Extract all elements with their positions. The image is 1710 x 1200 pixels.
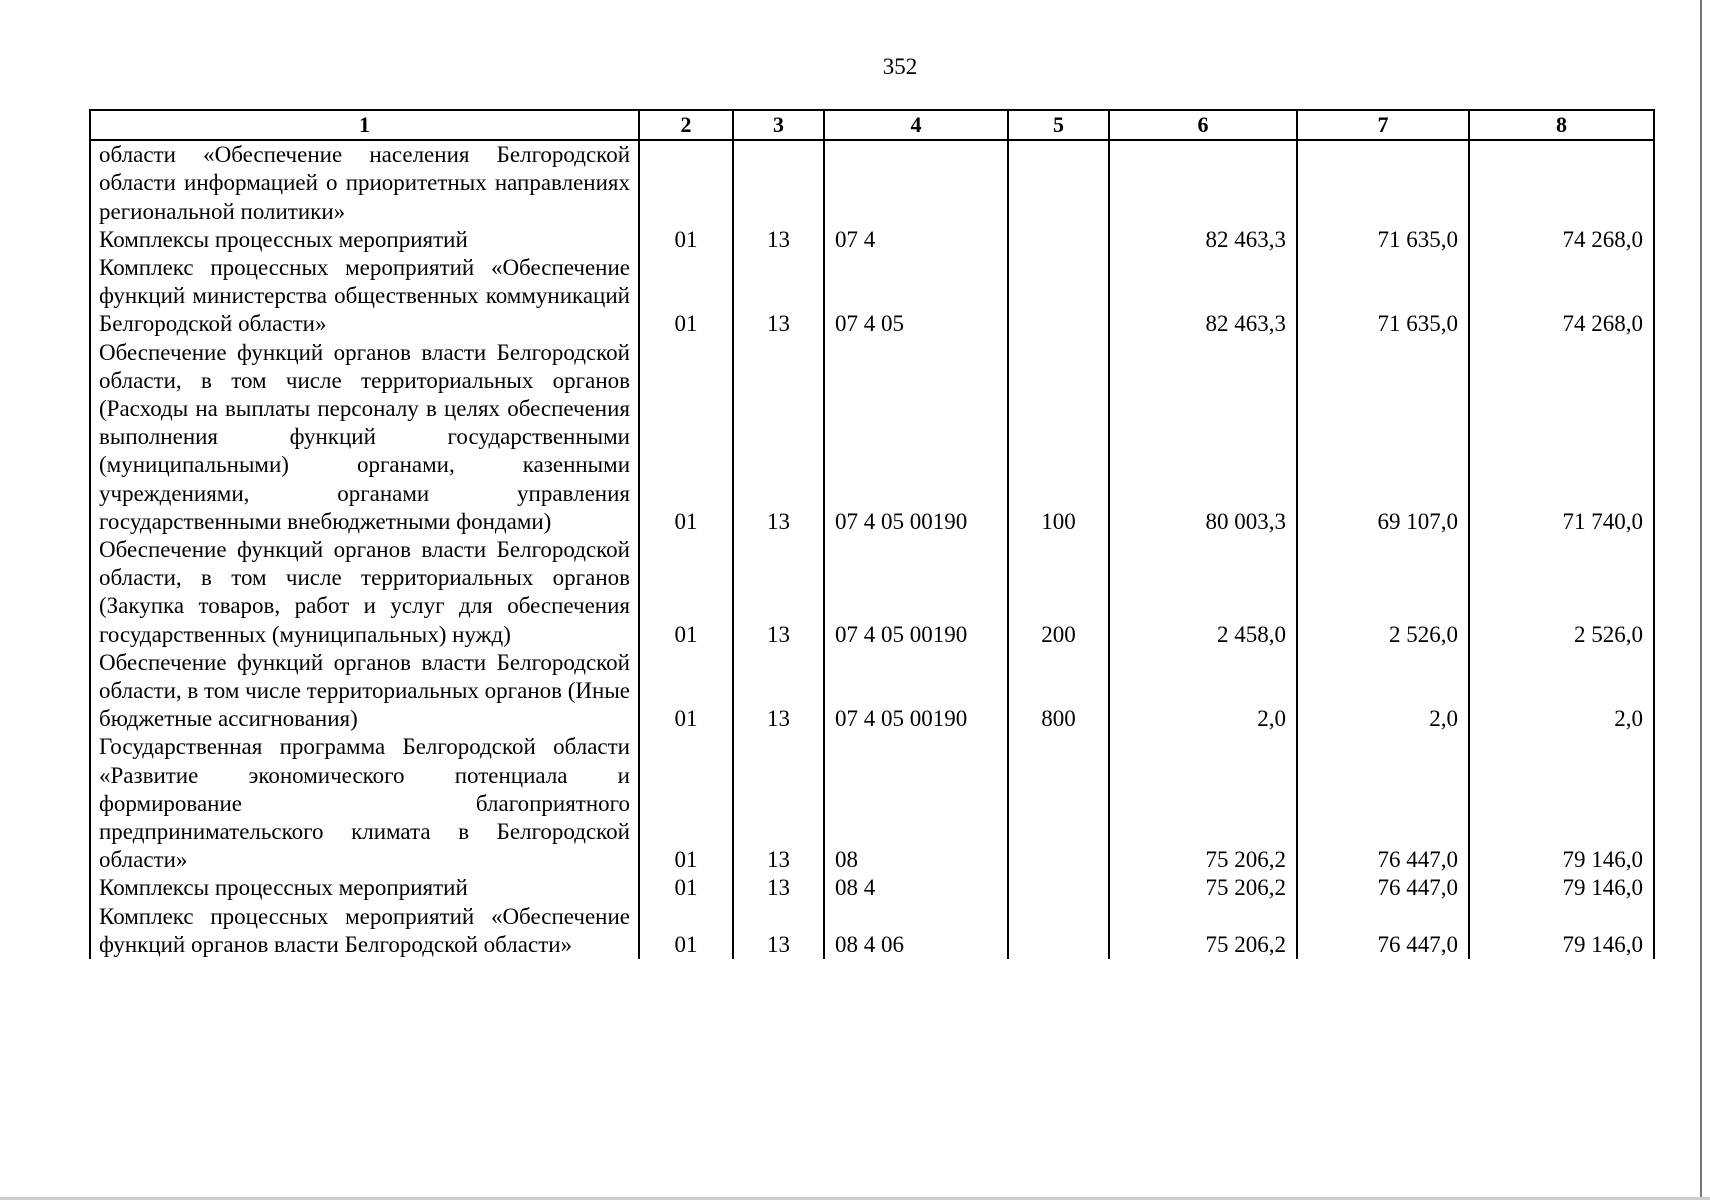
amount-col-6: 2,0 bbox=[1109, 649, 1297, 734]
subsection-code: 13 bbox=[733, 903, 824, 959]
row-description: Комплекс процессных мероприятий «Обеспечение функций министерства общественных коммуникаций Белгородской области» bbox=[90, 254, 639, 339]
target-article-code: 07 4 05 00190 bbox=[824, 339, 1008, 536]
column-header: 2 bbox=[639, 110, 733, 140]
amount-col-8 bbox=[1469, 140, 1654, 226]
table-body bbox=[90, 140, 1654, 959]
target-article-code: 07 4 bbox=[824, 226, 1008, 254]
amount-col-7: 71 635,0 bbox=[1297, 226, 1469, 254]
subsection-code: 13 bbox=[733, 874, 824, 902]
budget-table bbox=[89, 109, 1655, 959]
subsection-code: 13 bbox=[733, 536, 824, 649]
expense-type-code bbox=[1008, 226, 1109, 254]
amount-col-7: 2 526,0 bbox=[1297, 536, 1469, 649]
target-article-code: 08 4 bbox=[824, 874, 1008, 902]
amount-col-8: 74 268,0 bbox=[1469, 254, 1654, 339]
target-article-code: 07 4 05 00190 bbox=[824, 649, 1008, 734]
amount-col-8: 79 146,0 bbox=[1469, 903, 1654, 959]
amount-col-7: 76 447,0 bbox=[1297, 903, 1469, 959]
section-code: 01 bbox=[639, 226, 733, 254]
expense-type-code: 100 bbox=[1008, 339, 1109, 536]
subsection-code: 13 bbox=[733, 254, 824, 339]
section-code: 01 bbox=[639, 339, 733, 536]
target-article-code: 07 4 05 00190 bbox=[824, 536, 1008, 649]
scan-edge bbox=[1700, 0, 1710, 1200]
subsection-code: 13 bbox=[733, 339, 824, 536]
table-row bbox=[90, 733, 1654, 874]
amount-col-7: 69 107,0 bbox=[1297, 339, 1469, 536]
amount-col-6: 82 463,3 bbox=[1109, 254, 1297, 339]
table-row bbox=[90, 874, 1654, 902]
amount-col-8: 79 146,0 bbox=[1469, 733, 1654, 874]
column-header: 7 bbox=[1297, 110, 1469, 140]
amount-col-7: 76 447,0 bbox=[1297, 874, 1469, 902]
amount-col-6: 80 003,3 bbox=[1109, 339, 1297, 536]
expense-type-code bbox=[1008, 874, 1109, 902]
expense-type-code bbox=[1008, 140, 1109, 226]
section-code: 01 bbox=[639, 649, 733, 734]
subsection-code: 13 bbox=[733, 733, 824, 874]
amount-col-7: 76 447,0 bbox=[1297, 733, 1469, 874]
expense-type-code bbox=[1008, 254, 1109, 339]
subsection-code: 13 bbox=[733, 649, 824, 734]
row-description: Обеспечение функций органов власти Белгородской области, в том числе территориальных органов (Закупка товаров, работ и услуг для обеспечения государственных (муниципальных) нужд) bbox=[90, 536, 639, 649]
amount-col-8: 74 268,0 bbox=[1469, 226, 1654, 254]
row-description: Комплексы процессных мероприятий bbox=[90, 874, 639, 902]
amount-col-8: 71 740,0 bbox=[1469, 339, 1654, 536]
amount-col-7: 71 635,0 bbox=[1297, 254, 1469, 339]
section-code bbox=[639, 140, 733, 226]
target-article-code: 08 4 06 bbox=[824, 903, 1008, 959]
amount-col-6: 75 206,2 bbox=[1109, 903, 1297, 959]
amount-col-7: 2,0 bbox=[1297, 649, 1469, 734]
table-row bbox=[90, 903, 1654, 959]
expense-type-code bbox=[1008, 733, 1109, 874]
header-row bbox=[90, 110, 1654, 140]
amount-col-8: 2,0 bbox=[1469, 649, 1654, 734]
table-row bbox=[90, 226, 1654, 254]
expense-type-code: 200 bbox=[1008, 536, 1109, 649]
subsection-code bbox=[733, 140, 824, 226]
column-header: 8 bbox=[1469, 110, 1654, 140]
row-description: Государственная программа Белгородской области «Развитие экономического потенциала и формирование благоприятного предпринимательского климата в Белгородской области» bbox=[90, 733, 639, 874]
row-description: области «Обеспечение населения Белгородской области информацией о приоритетных направлениях региональной политики» bbox=[90, 140, 639, 226]
section-code: 01 bbox=[639, 254, 733, 339]
column-header: 4 bbox=[824, 110, 1008, 140]
amount-col-6: 75 206,2 bbox=[1109, 874, 1297, 902]
expense-type-code bbox=[1008, 903, 1109, 959]
table-row bbox=[90, 140, 1654, 226]
target-article-code: 08 bbox=[824, 733, 1008, 874]
subsection-code: 13 bbox=[733, 226, 824, 254]
table-row bbox=[90, 536, 1654, 649]
section-code: 01 bbox=[639, 903, 733, 959]
row-description: Комплексы процессных мероприятий bbox=[90, 226, 639, 254]
column-header: 1 bbox=[90, 110, 639, 140]
amount-col-8: 2 526,0 bbox=[1469, 536, 1654, 649]
amount-col-6 bbox=[1109, 140, 1297, 226]
section-code: 01 bbox=[639, 874, 733, 902]
column-header: 5 bbox=[1008, 110, 1109, 140]
expense-type-code: 800 bbox=[1008, 649, 1109, 734]
row-description: Обеспечение функций органов власти Белгородской области, в том числе территориальных органов (Расходы на выплаты персоналу в целях обеспечения выполнения функций государственными (муниципальными) органами, казенными учреждениями, органами управления государственными внебюджетными фондами) bbox=[90, 339, 639, 536]
column-header: 3 bbox=[733, 110, 824, 140]
amount-col-7 bbox=[1297, 140, 1469, 226]
row-description: Комплекс процессных мероприятий «Обеспечение функций органов власти Белгородской области» bbox=[90, 903, 639, 959]
table-row bbox=[90, 254, 1654, 339]
section-code: 01 bbox=[639, 733, 733, 874]
target-article-code: 07 4 05 bbox=[824, 254, 1008, 339]
table-row bbox=[90, 649, 1654, 734]
target-article-code bbox=[824, 140, 1008, 226]
amount-col-8: 79 146,0 bbox=[1469, 874, 1654, 902]
row-description: Обеспечение функций органов власти Белгородской области, в том числе территориальных органов (Иные бюджетные ассигнования) bbox=[90, 649, 639, 734]
column-header: 6 bbox=[1109, 110, 1297, 140]
amount-col-6: 2 458,0 bbox=[1109, 536, 1297, 649]
page-number: 352 bbox=[882, 54, 918, 79]
amount-col-6: 75 206,2 bbox=[1109, 733, 1297, 874]
table-row bbox=[90, 339, 1654, 536]
section-code: 01 bbox=[639, 536, 733, 649]
amount-col-6: 82 463,3 bbox=[1109, 226, 1297, 254]
